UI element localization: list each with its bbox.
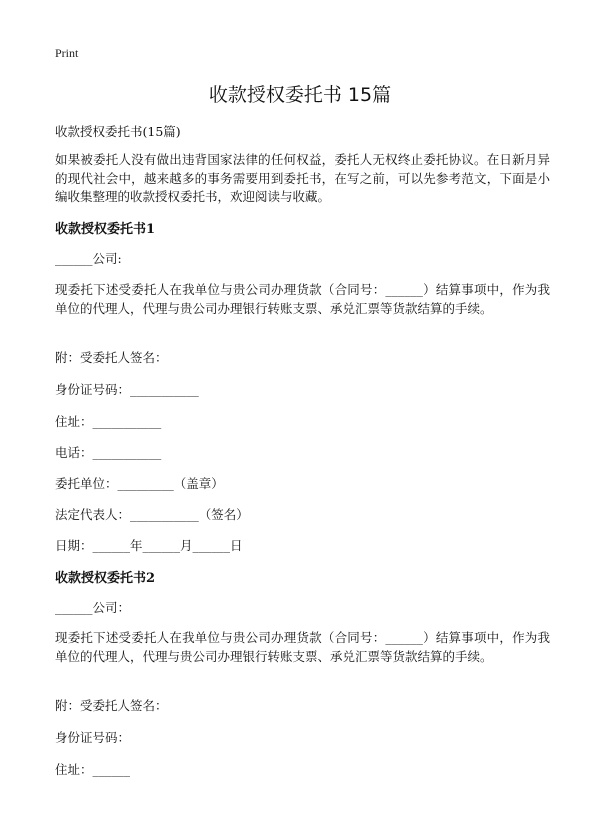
section2-company-line: ______公司： [55,600,131,615]
section1-attach: 附：受委托人签名： [55,350,168,365]
section1-address: 住址：___________ [55,414,162,429]
print-link[interactable]: Print [55,46,79,60]
section1-date: 日期：______年______月______日 [55,538,243,553]
section2-attach: 附：受委托人签名： [55,698,168,713]
document-subtitle: 收款授权委托书(15篇) [55,124,181,139]
intro-paragraph: 如果被委托人没有做出违背国家法律的任何权益，委托人无权终止委托协议。在日新月异的现代社会中，越来越多的事务需要用到委托书，在写之前，可以先参考范文，下面是小编收集整理的收款授权委托书，欢迎阅读与收藏。 [55,152,550,204]
section1-legal-rep: 法定代表人：___________（签名） [55,507,249,522]
section2-address: 住址：______ [55,762,131,777]
page-title: 收款授权委托书 15篇 [208,84,392,106]
section1-id-line: 身份证号码：___________ [55,382,199,397]
section1-body: 现委托下述受委托人在我单位与贵公司办理货款（合同号：______）结算事项中，作为我单位的代理人，代理与贵公司办理银行转账支票、承兑汇票等货款结算的手续。 [55,282,550,316]
section2-body: 现委托下述受委托人在我单位与贵公司办理货款（合同号：______）结算事项中，作为我单位的代理人，代理与贵公司办理银行转账支票、承兑汇票等货款结算的手续。 [55,630,550,664]
section2-id-line: 身份证号码： [55,730,131,745]
section1-phone: 电话：___________ [55,445,162,460]
section1-heading: 收款授权委托书1 [55,222,156,237]
section1-company-line: ______公司: [55,251,122,266]
section1-unit: 委托单位：_________（盖章） [55,476,224,491]
section2-heading: 收款授权委托书2 [55,571,156,586]
